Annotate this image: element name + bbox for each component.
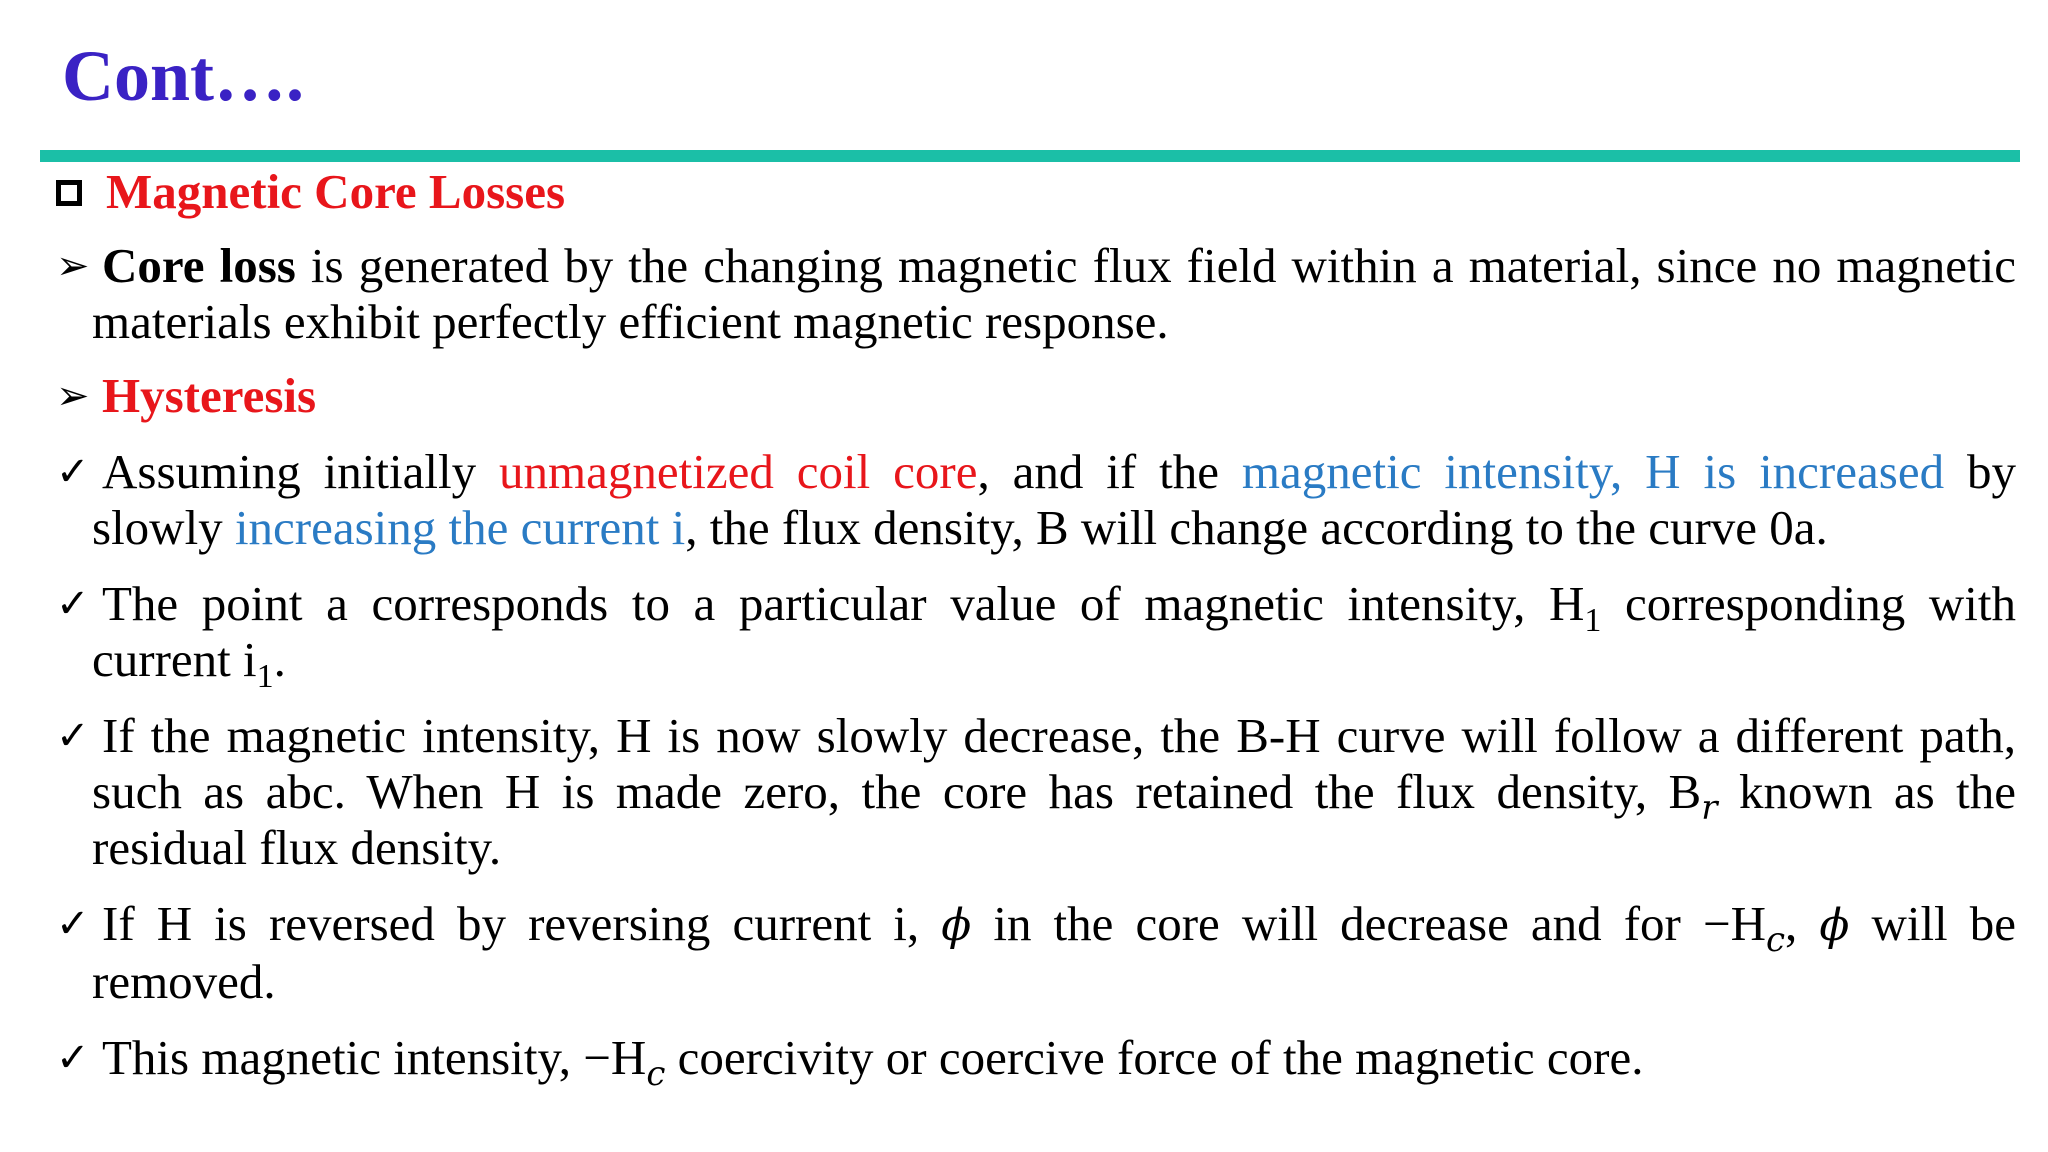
hysteresis-heading: Hysteresis [102,368,317,423]
bullet-2-text-1: The point a corresponds to a particular value of magnetic intensity, H [102,576,1585,631]
bullet-2-text-3: . [273,632,286,687]
core-loss-text: is generated by the changing magnetic flux field within a material, since no magnetic materials exhibit perfectly efficient magnetic response. [92,238,2017,349]
list-item-bullet-4 [56,896,2016,1010]
list-item-bullet-1 [56,444,2016,556]
bullet-2-subscript-2: 1 [256,657,274,695]
core-loss-term: Core loss [102,238,296,293]
bullet-2-subscript-1: 1 [1584,601,1602,639]
check-bullet-icon: ✓ [56,713,90,759]
bullet-3-subscript: r [1701,787,1718,828]
section-heading-row [56,164,2016,220]
bullet-2-text-2: corresponding with current i [92,576,2016,687]
bullet-4-text-4: will be removed. [92,896,2017,1009]
bullet-1-text-4: , the flux density, B will change according to the curve 0a. [685,500,1828,555]
bullet-3-text-1: If the magnetic intensity, H is now slowly decrease, the B-H curve will follow a different path, such as abc. When H is made zero, the core has retained the flux density, B [92,708,2016,819]
bullet-1-highlight-blue-2: increasing the current i [234,500,686,555]
check-bullet-icon: ✓ [56,449,90,495]
arrow-bullet-icon: ➢ [56,373,90,419]
check-bullet-icon: ✓ [56,581,90,627]
phi-symbol-1: ϕ [941,900,972,951]
list-item-core-loss [56,238,2016,350]
square-bullet-icon [56,180,82,206]
bullet-4-text-3: , [1785,896,1820,951]
bullet-4-text-2: in the core will decrease and for −H [971,896,1766,951]
check-bullet-icon: ✓ [56,1035,90,1081]
list-item-hysteresis [56,368,2016,424]
slide-body [56,162,2017,1094]
bullet-4-subscript: c [1765,919,1786,960]
slide-title: Cont…. [62,36,305,116]
bullet-5-text-1: This magnetic intensity, −H [102,1030,647,1085]
check-bullet-icon: ✓ [56,901,90,947]
section-heading: Magnetic Core Losses [106,164,566,219]
bullet-1-highlight-red: unmagnetized coil core [499,444,978,499]
bullet-1-text-3: by slowly [92,444,2016,555]
list-item-bullet-3 [56,708,2016,876]
bullet-5-subscript: c [646,1053,666,1094]
bullet-5-text-2: coercivity or coercive force of the magnetic core. [665,1030,1644,1085]
list-item-bullet-2 [56,576,2016,695]
arrow-bullet-icon: ➢ [56,243,90,289]
list-item-bullet-5 [56,1030,2016,1094]
bullet-1-text-2: , and if the [977,444,1242,499]
bullet-1-text-1: Assuming initially [102,444,500,499]
bullet-1-highlight-blue-1: magnetic intensity, H is increased [1241,444,1945,499]
title-divider [40,150,2020,162]
bullet-3-text-2: known as the residual flux density. [92,764,2016,875]
phi-symbol-2: ϕ [1819,900,1850,951]
bullet-4-text-1: If H is reversed by reversing current i, [102,896,942,951]
